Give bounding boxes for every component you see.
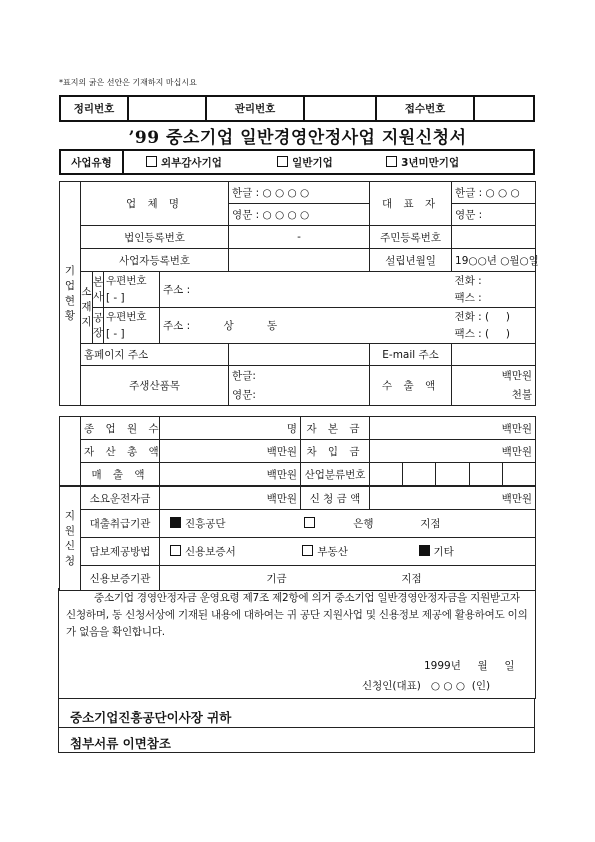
support-table	[59, 486, 536, 591]
checkbox-icon	[146, 156, 157, 167]
checkbox-icon	[386, 156, 397, 167]
lender-label: 대출취급기관	[81, 510, 160, 538]
representative-label: 대 표 자	[370, 182, 452, 226]
main-form-table	[59, 181, 539, 406]
email-label: E-mail 주소	[370, 344, 452, 366]
capital-label: 자 본 금	[301, 417, 370, 440]
revenue-field[interactable]: 백만원	[160, 463, 301, 486]
form-note: *표지의 굵은 선안은 기재하지 마십시요	[59, 78, 197, 87]
factory-label: 공 장	[93, 308, 104, 344]
export-field[interactable]: 백만원 천불	[452, 366, 536, 406]
product-field[interactable]: 한글: 영문:	[229, 366, 370, 406]
company-name-en[interactable]: 영문 : ○ ○ ○ ○	[229, 204, 370, 226]
borrowing-field[interactable]: 백만원	[370, 440, 536, 463]
divider	[58, 698, 59, 753]
email-field[interactable]	[452, 344, 536, 366]
corp-reg-label: 법인등록번호	[81, 226, 229, 249]
hq-address[interactable]: 주소 :	[160, 272, 370, 308]
collateral-options	[160, 538, 536, 566]
industry-code-field[interactable]	[370, 463, 536, 486]
company-name-kr[interactable]: 한글 : ○ ○ ○ ○	[229, 182, 370, 204]
needed-fund-field[interactable]: 백만원	[160, 487, 301, 510]
lender-branch-label: 지점	[420, 518, 441, 530]
divider	[58, 698, 535, 699]
checkbox-checked-icon	[419, 545, 430, 556]
employees-field[interactable]: 명	[160, 417, 301, 440]
factory-postal[interactable]: 우편번호 [ - ]	[104, 308, 160, 344]
resident-reg-field[interactable]	[452, 226, 536, 249]
guarantor-field[interactable]: 기금 지점	[160, 566, 536, 591]
requested-label: 신 청 금 액	[301, 487, 370, 510]
collateral-option-realestate[interactable]: 부동산	[302, 546, 347, 558]
hq-label: 본 사	[93, 272, 104, 308]
founded-label: 설립년월일	[370, 249, 452, 272]
company-section-continuation	[60, 417, 81, 486]
divider	[534, 698, 535, 753]
company-name-label: 업 체 명	[81, 182, 229, 226]
checkbox-icon	[170, 545, 181, 556]
divider	[59, 752, 535, 753]
corp-reg-field[interactable]: -	[229, 226, 370, 249]
business-type-option-audited[interactable]: 외부감사기업	[146, 157, 222, 169]
biz-reg-label: 사업자등록번호	[81, 249, 229, 272]
homepage-field[interactable]	[229, 344, 370, 366]
admin-row	[59, 95, 535, 122]
collateral-option-other[interactable]: 기타	[419, 546, 454, 558]
divider	[59, 727, 535, 728]
borrowing-label: 차 입 금	[301, 440, 370, 463]
founded-field[interactable]: 19○○년 ○월○일	[452, 249, 536, 272]
reg-no-label: 정리번호	[60, 96, 128, 121]
hq-postal[interactable]: 우편번호 [ - ]	[104, 272, 160, 308]
attachment-note: 첨부서류 이면참조	[70, 736, 171, 751]
receipt-no-label: 접수번호	[376, 96, 474, 121]
company-section-label: 기 업 현 황	[60, 182, 81, 406]
checkbox-icon	[304, 517, 315, 528]
business-type-row	[59, 149, 535, 175]
factory-address[interactable]: 주소 : 상 동	[160, 308, 452, 344]
company-figures-table	[59, 416, 536, 486]
lender-option-sbc[interactable]: 진흥공단	[170, 518, 226, 530]
export-label: 수 출 액	[370, 366, 452, 406]
representative-kr[interactable]: 한글 : ○ ○ ○	[452, 182, 536, 204]
product-label: 주생산품목	[81, 366, 229, 406]
receipt-no-field[interactable]	[474, 96, 534, 121]
checkbox-checked-icon	[170, 517, 181, 528]
collateral-option-guarantee[interactable]: 신용보증서	[170, 546, 236, 558]
lender-options	[160, 510, 536, 538]
hq-contact[interactable]: 전화 : 팩스 :	[452, 272, 536, 308]
homepage-label: 홈페이지 주소	[81, 344, 229, 366]
business-type-option-startup[interactable]: 3년미만기업	[386, 157, 459, 169]
mgmt-no-label: 관리번호	[206, 96, 304, 121]
lender-option-bank[interactable]: 은행	[304, 518, 373, 530]
total-assets-label: 자 산 총 액	[81, 440, 160, 463]
employees-label: 종 업 원 수	[81, 417, 160, 440]
checkbox-icon	[302, 545, 313, 556]
mgmt-no-field[interactable]	[304, 96, 376, 121]
support-section-label: 지 원 신 청	[60, 487, 81, 591]
biz-reg-field[interactable]	[229, 249, 370, 272]
total-assets-field[interactable]: 백만원	[160, 440, 301, 463]
factory-contact[interactable]: 전화 : ( ) 팩스 : ( )	[452, 308, 536, 344]
addressee: 중소기업진흥공단이사장 귀하	[70, 710, 232, 725]
location-label: 소 재 지	[81, 272, 93, 344]
capital-field[interactable]: 백만원	[370, 417, 536, 440]
applicant-signature[interactable]: 신청인(대표) ○ ○ ○ (인)	[362, 680, 491, 692]
reg-no-field[interactable]	[128, 96, 206, 121]
statement-text: 중소기업 경영안정자금 운영요령 제7조 제2항에 의거 중소기업 일반경영안정자금을 지원받고자 신청하며, 동 신청서상에 기재된 내용에 대하여는 귀 공단 지원사업 및 신용정보 제공에 활용하여도 이의가 없음을 확인합니다.	[66, 592, 528, 638]
industry-code-label: 산업분류번호	[301, 463, 370, 486]
form-title: ’99 중소기업 일반경영안정사업 지원신청서	[128, 128, 467, 148]
application-date[interactable]: 1999년 월 일	[424, 660, 515, 672]
needed-fund-label: 소요운전자금	[81, 487, 160, 510]
checkbox-icon	[277, 156, 288, 167]
representative-en[interactable]: 영문 :	[452, 204, 536, 226]
resident-reg-label: 주민등록번호	[370, 226, 452, 249]
collateral-label: 담보제공방법	[81, 538, 160, 566]
revenue-label: 매 출 액	[81, 463, 160, 486]
requested-field[interactable]: 백만원	[370, 487, 536, 510]
business-type-label: 사업유형	[60, 150, 123, 174]
business-type-option-general[interactable]: 일반기업	[277, 157, 333, 169]
guarantor-label: 신용보증기관	[81, 566, 160, 591]
